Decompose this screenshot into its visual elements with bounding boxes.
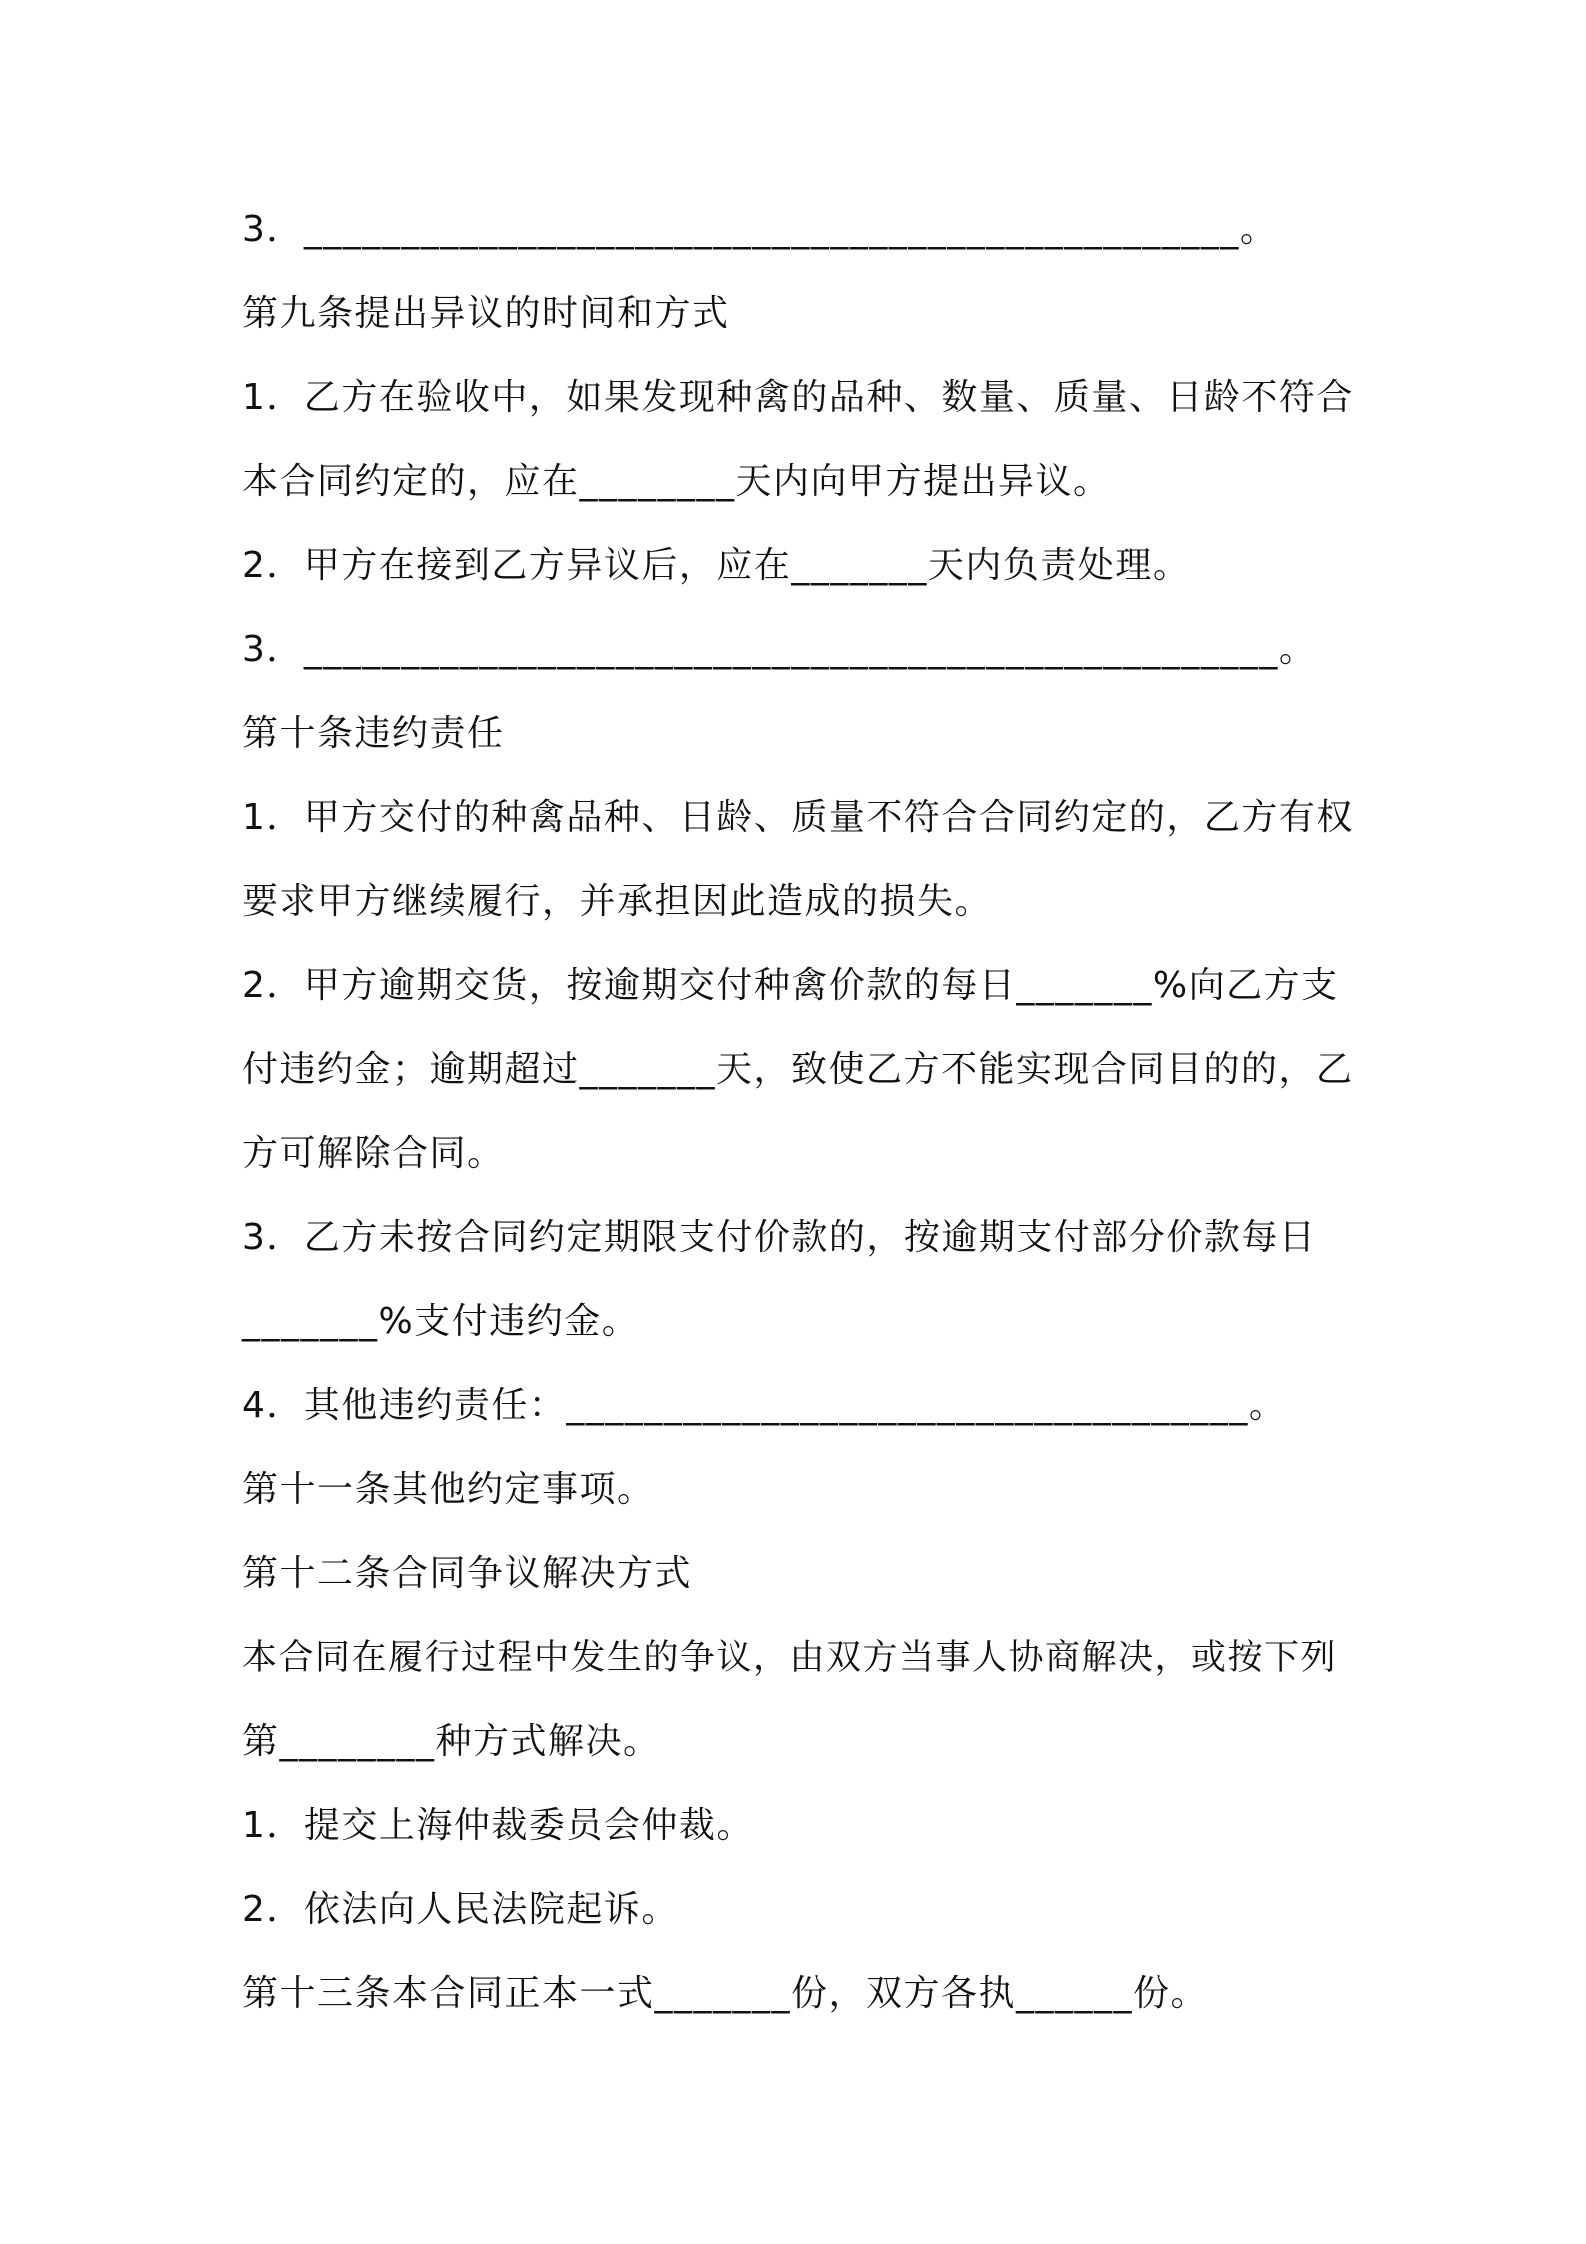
- article-9-item-1-line-1: 1．乙方在验收中，如果发现种禽的品种、数量、质量、日龄不符合: [242, 377, 1354, 418]
- article-9-heading: 第九条提出异议的时间和方式: [242, 293, 730, 334]
- article-10-item-3-line-1: 3．乙方未按合同约定期限支付价款的，按逾期支付部分价款每日: [242, 1217, 1317, 1258]
- article-9-item-1-line-2: 本合同约定的，应在________天内向甲方提出异议。: [242, 461, 1111, 502]
- article-12-body-line-2: 第________种方式解决。: [242, 1721, 661, 1762]
- article-10-item-1-line-1: 1．甲方交付的种禽品种、日龄、质量不符合合同约定的，乙方有权: [242, 797, 1354, 838]
- article-13-heading: 第十三条本合同正本一式_______份，双方各执______份。: [242, 1973, 1209, 2014]
- article-12-body-line-1: 本合同在履行过程中发生的争议，由双方当事人协商解决，或按下列: [242, 1638, 1338, 1678]
- article-12-heading: 第十二条合同争议解决方式: [242, 1553, 693, 1594]
- article-10-item-1-line-2: 要求甲方继续履行，并承担因此造成的损失。: [242, 881, 993, 922]
- article-10-item-2-line-2: 付违约金；逾期超过_______天，致使乙方不能实现合同目的的，乙: [242, 1049, 1354, 1090]
- article-12-item-2: 2．依法向人民法院起诉。: [242, 1889, 679, 1930]
- article-9-item-3: 3．__________________________________________________。: [242, 629, 1317, 670]
- article-10-item-2-line-1: 2．甲方逾期交货，按逾期交付种禽价款的每日_______%向乙方支: [242, 965, 1339, 1006]
- article-9-item-2: 2．甲方在接到乙方异议后，应在_______天内负责处理。: [242, 545, 1191, 586]
- article-10-item-3-line-2: _______%支付违约金。: [242, 1301, 640, 1342]
- article-10-item-2-line-3: 方可解除合同。: [242, 1133, 505, 1174]
- clause-8-item-3: 3．________________________________________________。: [242, 209, 1278, 250]
- article-10-heading: 第十条违约责任: [242, 713, 505, 754]
- article-11-heading: 第十一条其他约定事项。: [242, 1469, 655, 1510]
- article-10-item-4: 4．其他违约责任：___________________________________。: [242, 1385, 1287, 1426]
- contract-page: [242, 0, 1362, 2244]
- article-12-item-1: 1．提交上海仲裁委员会仲裁。: [242, 1805, 754, 1846]
